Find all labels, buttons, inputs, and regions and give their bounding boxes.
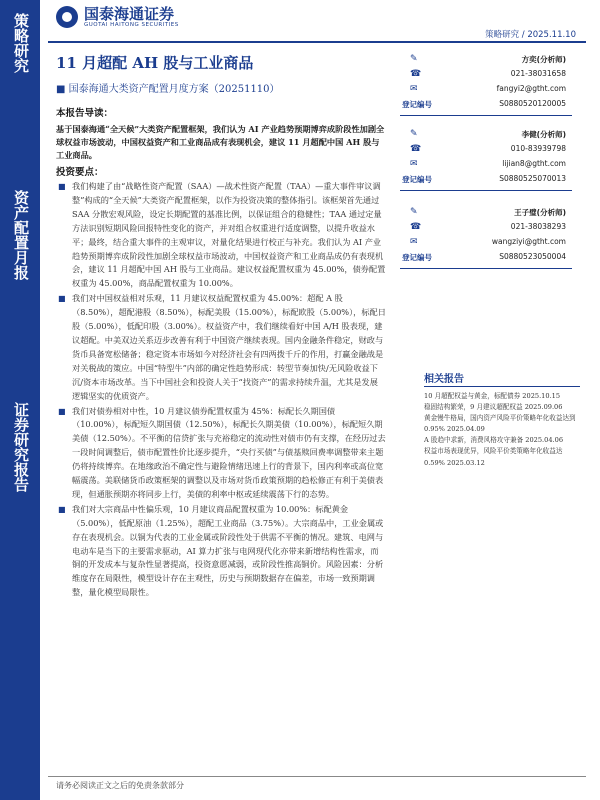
report-title: 11 月超配 AH 股与工业商品	[56, 54, 254, 72]
left-sidebar	[0, 0, 40, 800]
point-item: ■ 我们对中国权益相对乐观，11 月建议权益配置权重为 45.00%：超配 A 股（8.50%），超配港股（8.50%），标配美股（15.00%），标配欧股（5.00%），标配日股（5.00%），低配印股（3.00%）。权益资产中，我们继续看好中国 A/H 股表现，建议超配。中美双边关系迈步改善有利于中国资产继续表现。国内金融条件稳定，财政与货币具备宽松储备；稳定资本市场如今对经济社会有四两拨千斤的作用，打赢金融战是对关税战的策应。中国“特型牛”内部的确定性趋势形成：转型节奏加快/无风险收益下沉/资本市场改革。当下中国社会和投资人关于“找资产”的需求持续升温，尤其是发展逻辑坚实的优质资产。	[56, 292, 386, 403]
person-icon: ✎	[410, 207, 418, 217]
analyst-card	[400, 52, 572, 112]
analyst-phone: 021-38038293	[510, 222, 566, 231]
category-date: 策略研究 / 2025.11.10	[485, 30, 576, 40]
person-icon: ✎	[410, 129, 418, 139]
report-subtitle: ■ 国泰海通大类资产配置月度方案（20251110）	[56, 84, 280, 95]
phone-icon: ☎	[410, 222, 422, 232]
analyst-email[interactable]: lijian8@gtht.com	[502, 159, 566, 168]
email-icon: ✉	[410, 84, 418, 94]
point-item: ■ 我们构建了由“战略性资产配置（SAA）—战术性资产配置（TAA）—重大事件审议调整”构成的“全天候”大类资产配置框架，以作为投资决策的整体指引。该框架首先通过 SAA 分散宏观风险，设定长期配置的基准比例，以保证组合的稳健性；TAA 通过定量方法识别短期风险回报特性变化的资产，并对组合权重进行适度调整，以提升收益水平；最终，结合重大事件的主观审议，对量化结果进行校正与补充。我们认为 AI 产业趋势预期博弈成阶段性加剧全球权益市场波动，中国权益资产和工业商品成仍有表现机会，建议 11 月超配中国 AH 股与工业商品。建议权益配置权重为 45.00%，债券配置权重为 45.00%，商品配置权重为 10.00%。	[56, 180, 386, 291]
guide-heading: 本报告导读：	[56, 108, 114, 119]
point-item: ■ 我们对债券相对中性，10 月建议债券配置权重为 45%：标配长久期国债（10.00%），标配短久期国债（12.50%），标配长久期美债（10.00%），标配短久期美债（12.50%）。不平衡的信贷扩张与充裕稳定的流动性对债市仍有支撑，在经历过去一段时间调整后，债市配置性价比逐步提升，“央行买债”与债基赎回费率调整带来主题仍将持续博弈。在地缘政治不确定性与避险情绪迅速上行的背景下，国内利率或高位宽幅震荡。美联储货币政策框架的调整以及市场对货币政策预期的趋松修正有利于美债表现，但通胀预期亦将同步上行，美债的利率中枢或延续震荡下行的态势。	[56, 405, 386, 502]
logo-mark-icon	[56, 6, 78, 28]
analyst-name: 王子璧(分析师)	[514, 208, 566, 217]
email-icon: ✉	[410, 237, 418, 247]
analyst-name: 李健(分析师)	[521, 130, 566, 139]
analyst-email[interactable]: wangziyi@gtht.com	[491, 237, 566, 246]
reg-label: 登记编号	[402, 175, 432, 184]
related-reports-title: 相关报告	[424, 374, 464, 385]
phone-icon: ☎	[410, 69, 422, 79]
related-report-item[interactable]: 权益市场表现优异，风险平价类策略年化收益达 0.59% 2025.03.12	[424, 447, 563, 467]
investment-points	[56, 180, 386, 601]
reg-label: 登记编号	[402, 253, 432, 262]
reg-label: 登记编号	[402, 100, 432, 109]
sidebar-label-report: 证券研究报告	[12, 402, 30, 492]
related-report-item[interactable]: 黄金慢牛格局，国内资产风险平价策略年化收益达到 0.95% 2025.04.09	[424, 414, 576, 434]
analyst-card	[400, 127, 572, 187]
person-icon: ✎	[410, 54, 418, 64]
analyst-divider	[400, 115, 572, 116]
point-item: ■ 我们对大宗商品中性偏乐观，10 月建议商品配置权重为 10.00%：标配黄金（5.00%），低配原油（1.25%），超配工业商品（3.75%）。大宗商品中，工业金属或存在表现机会。以铜为代表的工业金属或阶段性处于供需不平衡的情况。建筑、电网与电动车是当下的主要需求驱动，AI 算力扩张与电网现代化亦带来新增结构性需求，而铜的开发成本与复杂性显著提高，投资意愿减弱，或阶段性推高铜价。风险因素：分析维度存在局限性，模型设计存在主观性，历史与预期数据存在偏差，市场一致预期调整，量化模型局限性。	[56, 503, 386, 600]
analyst-email[interactable]: fangyi2@gtht.com	[496, 84, 566, 93]
company-logo	[56, 6, 179, 28]
related-report-item[interactable]: 10 月超配权益与黄金，标配债券 2025.10.15	[424, 392, 561, 400]
related-report-item[interactable]: 稳固结构繁荣，9 月建议超配权益 2025.09.06	[424, 403, 563, 412]
analyst-card	[400, 205, 572, 265]
logo-text-cn: 国泰海通证券	[84, 5, 175, 23]
analyst-divider	[400, 190, 572, 191]
logo-text-en: GUOTAI HAITONG SECURITIES	[84, 22, 179, 28]
related-reports-list	[424, 391, 584, 469]
related-report-item[interactable]: A 股趋中求新，消费风格攻守兼备 2025.04.06	[424, 436, 564, 445]
header-divider	[48, 41, 586, 43]
intro-paragraph: 基于国泰海通“全天候”大类资产配置框架，我们认为 AI 产业趋势预期博弈成阶段性加剧全球权益市场波动，中国权益资产和工业商品成有表现机会，建议 11 月超配中国 AH 股与工业商品。	[56, 124, 385, 160]
analyst-phone: 021-38031658	[510, 69, 566, 78]
email-icon: ✉	[410, 159, 418, 169]
footer-divider	[48, 776, 586, 777]
phone-icon: ☎	[410, 144, 422, 154]
analyst-divider	[400, 268, 572, 269]
analyst-reg: S0880520120005	[499, 99, 566, 108]
sidebar-label-monthly: 资产配置月报	[12, 190, 30, 280]
points-heading: 投资要点：	[56, 167, 104, 178]
related-divider	[424, 386, 580, 387]
analyst-name: 方奕(分析师)	[521, 55, 566, 64]
analyst-reg: S0880525070013	[499, 174, 566, 183]
analyst-reg: S0880523050004	[499, 252, 566, 261]
sidebar-label-strategy: 策略研究	[12, 13, 30, 73]
disclaimer-note: 请务必阅读正文之后的免责条款部分	[56, 781, 184, 790]
analyst-phone: 010-83939798	[510, 144, 566, 153]
